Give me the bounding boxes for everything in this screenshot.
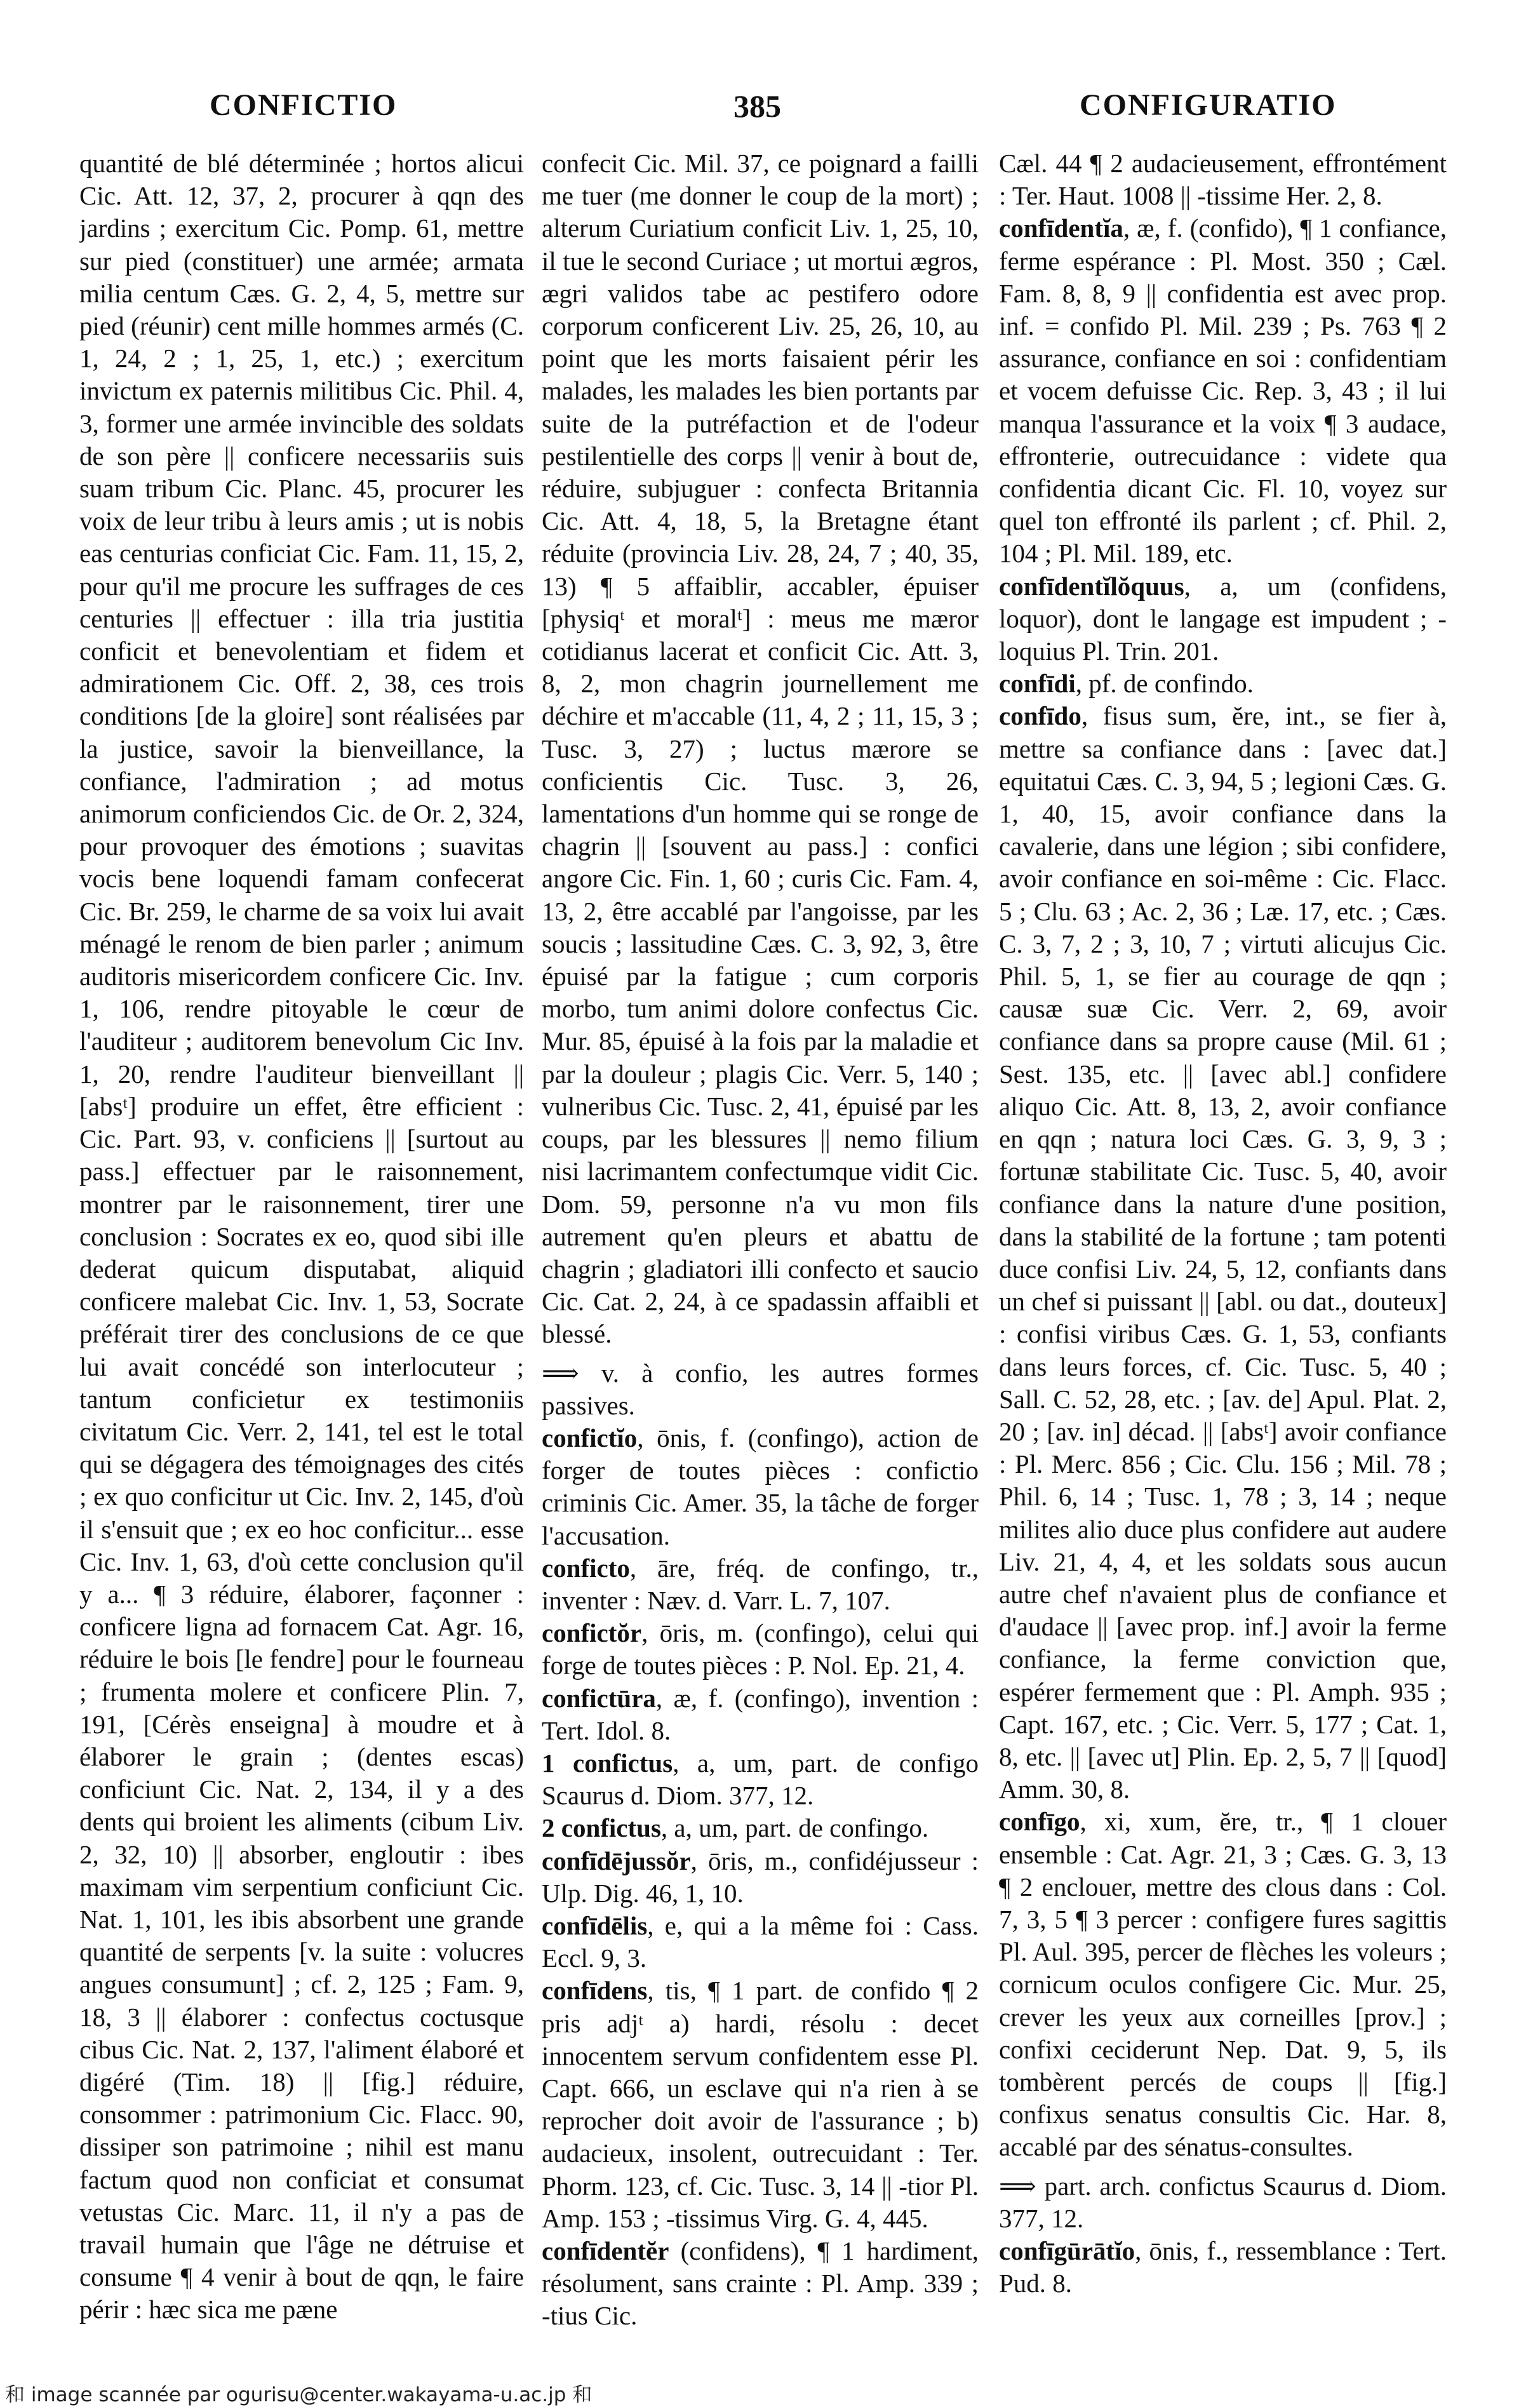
headword: confictŏr [542, 1618, 642, 1648]
entry-text: Cæl. 44 ¶ 2 audacieusement, effrontément : Ter. Haut. 1008 || -tissime Her. 2, 8. [999, 149, 1447, 211]
headword: confictūra [542, 1683, 656, 1713]
dictionary-entry: conficto, āre, fréq. de confingo, tr., inventer : Næv. d. Varr. L. 7, 107. [542, 1553, 979, 1615]
headword: confīdentĭlŏquus [999, 571, 1184, 601]
dictionary-entry: confictŏr, ōris, m. (confingo), celui qui forge de toutes pièces : P. Nol. Ep. 21, 4. [542, 1618, 979, 1680]
scan-credit: 和 image scannée par ogurisu@center.wakayama-u.ac.jp 和 [5, 2384, 593, 2406]
column-1 [79, 147, 524, 2351]
dictionary-entry: confīdi, pf. de confindo. [999, 669, 1254, 699]
column-3 [999, 147, 1447, 2351]
headword: confictĭo [542, 1423, 638, 1452]
headword: confīdo [999, 701, 1081, 731]
column-2 [542, 147, 979, 2351]
page-number: 385 [733, 88, 781, 124]
running-head-left: CONFICTIO [210, 88, 398, 122]
headword: 2 confictus [542, 1813, 661, 1843]
dictionary-entry: 1 confictus, a, um, part. de configo Scaurus d. Diom. 377, 12. [542, 1748, 979, 1811]
dictionary-entry: confīdējussŏr, ōris, m., confidéjusseur : Ulp. Dig. 46, 1, 10. [542, 1846, 979, 1908]
headword: confīdēlis [542, 1910, 648, 1940]
headword: confīdentĭa [999, 213, 1123, 243]
headword: confīdens [542, 1976, 648, 2006]
page-header [0, 75, 1540, 132]
dictionary-entry: confīdēlis, e, qui a la même foi : Cass. Eccl. 9, 3. [542, 1910, 979, 1973]
headword: confīgo [999, 1807, 1080, 1837]
dictionary-entry: 2 confictus, a, um, part. de confingo. [542, 1813, 929, 1843]
headword: confīdējussŏr [542, 1846, 691, 1875]
dictionary-entry: confīdentĭlŏquus, a, um (confidens, loquor), dont le langage est impudent ; -loquius Pl. Trin. 201. [999, 571, 1447, 666]
headword: conficto [542, 1553, 630, 1583]
entry-text: confecit Cic. Mil. 37, ce poignard a failli me tuer (me donner le coup de la mort) ; alterum Curiatium conficit Liv. 1, 25, 10, il tue le second Curiace ; ut mortui ægros, ægri validos tabe ac pestifero odore corporum conficerent Liv. 25, 26, 10, au point que les morts faisaient périr les malades, les malades les bien portants par suite de la putréfaction et de l'odeur pestilentielle des corps || venir à bout de, réduire, subjuguer : confecta Britannia Cic. Att. 4, 18, 5, la Bretagne étant réduite (provincia Liv. 28, 24, 7 ; 40, 35, 13) ¶ 5 affaiblir, accabler, épuiser [physiqᵗ et moralᵗ] : meus me mæror cotidianus lacerat et conficit Cic. Att. 3, 8, 2, mon chagrin journellement me déchire et m'accable (11, 4, 2 ; 11, 15, 3 ; Tusc. 3, 27) ; luctus mærore se conficientis Cic. Tusc. 3, 26, lamentations d'un homme qui se ronge de chagrin || [souvent au pass.] : confici angore Cic. Fin. 1, 60 ; curis Cic. Fam. 4, 13, 2, être accablé par l'angoisse, par les soucis ; lassitudine Cæs. C. 3, 92, 3, être épuisé par la fatigue ; cum corporis morbo, tum animi dolore confectus Cic. Mur. 85, épuisé à la fois par la maladie et par la douleur ; plagis Cic. Verr. 5, 140 ; vulneribus Cic. Tusc. 2, 41, épuisé par les coups, par les blessures || nemo filium nisi lacrimantem confectumque vidit Cic. Dom. 59, personne n'a vu mon fils autrement qu'en pleurs et abattu de chagrin ; gladiatori illi confecto et saucio Cic. Cat. 2, 24, à ce spadassin affaibli et blessé. [542, 149, 979, 1349]
dictionary-entry: confīdentĭa, æ, f. (confido), ¶ 1 confiance, ferme espérance : Pl. Most. 350 ; Cæl. Fam. 8, 8, 9 || confidentia est avec prop. inf. = confido Pl. Mil. 239 ; Ps. 763 ¶ 2 assurance, confiance en soi : confidentiam et vocem defuisse Cic. Rep. 3, 43 ; il lui manqua l'assurance et la voix ¶ 3 audace, effronterie, outrecuidance : videte qua confidentia dicant Cic. Fl. 10, voyez sur quel ton effronté ils parlent ; cf. Phil. 2, 104 ; Pl. Mil. 189, etc. [999, 213, 1447, 568]
running-head-right: CONFIGURATIO [1080, 88, 1337, 122]
headword: confīdi [999, 669, 1076, 699]
dictionary-entry: confīgo, xi, xum, ĕre, tr., ¶ 1 clouer ensemble : Cat. Agr. 21, 3 ; Cæs. G. 3, 13 ¶ 2 enclouer, mettre des clous dans : Col. 7, 3, 5 ¶ 3 percer : configere fures sagittis Pl. Aul. 395, percer de flèches les voleurs ; cornicum oculos configere Cic. Mur. 25, crever les yeux aux corneilles [prov.] ; confixi ceciderunt Nep. Dat. 9, 5, ils tombèrent percés de coups || [fig.] confixus senatus consultis Cic. Har. 8, accablé par des sénatus-consultes. [999, 1807, 1447, 2162]
dictionary-entry: confīdo, fisus sum, ĕre, int., se fier à, mettre sa confiance dans : [avec dat.] equitatui Cæs. C. 3, 94, 5 ; legioni Cæs. G. 1, 40, 15, avoir confiance dans la cavalerie, dans une légion ; sibi confidere, avoir confiance en soi-même : Cic. Flacc. 5 ; Clu. 63 ; Ac. 2, 36 ; Læ. 17, etc. ; Cæs. C. 3, 7, 2 ; 3, 10, 7 ; virtuti alicujus Cic. Phil. 5, 1, se fier au courage de qqn ; causæ suæ Cic. Verr. 2, 69, avoir confiance dans sa propre cause (Mil. 61 ; Sest. 135, etc. || [avec abl.] confidere aliquo Cic. Att. 8, 13, 2, avoir confiance en qqn ; natura loci Cæs. G. 3, 9, 3 ; fortunæ stabilitate Cic. Tusc. 5, 40, avoir confiance dans la nature d'une position, dans la stabilité de la fortune ; tam potenti duce confisi Liv. 24, 5, 12, confiants dans un chef si puissant || [abl. ou dat., douteux] : confisi viribus Cæs. G. 1, 53, confiants dans leurs forces, cf. Cic. Tusc. 5, 40 ; Sall. C. 52, 28, etc. ; [av. de] Apul. Plat. 2, 20 ; [av. in] décad. || [absᵗ] avoir confiance : Pl. Merc. 856 ; Cic. Clu. 156 ; Mil. 78 ; Phil. 6, 14 ; Tusc. 1, 78 ; 3, 14 ; neque milites alio duce plus confidere aut audere Liv. 21, 4, 4, et les soldats sous aucun autre chef n'avaient plus de confiance et d'audace || [avec prop. inf.] avoir la ferme confiance, la ferme conviction que, espérer fermement que : Pl. Amph. 935 ; Capt. 167, etc. ; Cic. Verr. 5, 177 ; Cat. 1, 8, etc. || [avec ut] Plin. Ep. 2, 5, 7 || [quod] Amm. 30, 8. [999, 701, 1447, 1804]
dictionary-entry: confictūra, æ, f. (confingo), invention : Tert. Idol. 8. [542, 1683, 979, 1745]
dictionary-entry: confīgūrātĭo, ōnis, f., ressemblance : Tert. Pud. 8. [999, 2236, 1447, 2298]
dictionary-entry: confīdens, tis, ¶ 1 part. de confido ¶ 2 pris adjᵗ a) hardi, résolu : decet innocentem servum confidentem esse Pl. Capt. 666, un esclave qui n'a rien à se reprocher doit avoir de l'assurance ; b) audacieux, insolent, outrecuidant : Ter. Phorm. 123, cf. Cic. Tusc. 3, 14 || -tior Pl. Amp. 153 ; -tissimus Virg. G. 4, 445. [542, 1976, 979, 2233]
headword: confīdentĕr [542, 2236, 681, 2265]
cross-reference: ⟹ part. arch. confictus Scaurus d. Diom. 377, 12. [999, 2171, 1447, 2233]
cross-reference: ⟹ v. à confio, les autres formes passives. [542, 1358, 979, 1420]
headword: confīgūrātĭo [999, 2236, 1135, 2265]
entry-text: quantité de blé déterminée ; hortos alicui Cic. Att. 12, 37, 2, procurer à qqn des jardins ; exercitum Cic. Pomp. 61, mettre sur pied (constituer) une armée; armata milia centum Cæs. G. 2, 4, 5, mettre sur pied (réunir) cent mille hommes armés (C. 1, 24, 2 ; 1, 25, 1, etc.) ; exercitum invictum ex paternis militibus Cic. Phil. 4, 3, former une armée invincible des soldats de son père || conficere necessariis suis suam tribum Cic. Planc. 45, procurer les voix de leur tribu à leurs amis ; ut is nobis eas centurias conficiat Cic. Fam. 11, 15, 2, pour qu'il me procure les suffrages de ces centuries || effectuer : illa tria justitia conficit et benevolentiam et fidem et admirationem Cic. Off. 2, 38, ces trois conditions [de la gloire] sont réalisées par la justice, savoir la bienveillance, la confiance, l'admiration ; ad motus animorum conficiendos Cic. de Or. 2, 324, pour provoquer des émotions ; suavitas vocis bene loquendi famam confecerat Cic. Br. 259, le charme de sa voix lui avait ménagé le renom de bien parler ; animum auditoris misericordem conficere Cic. Inv. 1, 106, rendre pitoyable le cœur de l'auditeur ; auditorem benevolum Cic Inv. 1, 20, rendre l'auditeur bienveillant || [absᵗ] produire un effet, être efficient : Cic. Part. 93, v. conficiens || [surtout au pass.] effectuer par le raisonnement, montrer par le raisonnement, tirer une conclusion : Socrates ex eo, quod sibi ille dederat quicum disputabat, aliquid conficere malebat Cic. Inv. 1, 53, Socrate préférait tirer des conclusions de ce que lui avait concédé son interlocuteur ; tantum conficietur ex testimoniis civitatum Cic. Verr. 2, 141, tel est le total qui se dégagera des témoignages des cités ; ex quo conficitur ut Cic. Inv. 2, 145, d'où il s'ensuit que ; ex eo hoc conficitur... esse Cic. Inv. 1, 63, d'où cette conclusion qu'il y a... ¶ 3 réduire, élaborer, façonner : conficere ligna ad fornacem Cat. Agr. 16, réduire le bois [le fendre] pour le fourneau ; frumenta molere et conficere Plin. 7, 191, [Cérès enseigna] à moudre et à élaborer le grain ; (dentes escas) conficiunt Cic. Nat. 2, 134, il y a des dents qui broient les aliments (cibum Liv. 2, 32, 10) || absorber, engloutir : ibes maximam vim serpentium conficiunt Cic. Nat. 1, 101, les ibis absorbent une grande quantité de serpents [v. la suite : volucres angues consumunt] ; cf. 2, 125 ; Fam. 9, 18, 3 || élaborer : confectus coctusque cibus Cic. Nat. 2, 137, l'aliment élaboré et digéré (Tim. 18) || [fig.] réduire, consommer : patrimonium Cic. Flacc. 90, dissiper son patrimoine ; nihil est manu factum quod non conficiat et consumat vetustas Cic. Marc. 11, il n'y a pas de travail humain que l'âge ne détruise et consume ¶ 4 venir à bout de qqn, le faire périr : hæc sica me pæne [79, 149, 524, 2324]
headword: 1 confictus [542, 1748, 673, 1778]
dictionary-entry: confīdentĕr (confidens), ¶ 1 hardiment, résolument, sans crainte : Pl. Amp. 339 ; -tius Cic. [542, 2236, 979, 2331]
dictionary-entry: confictĭo, ōnis, f. (confingo), action de forger de toutes pièces : confictio criminis Cic. Amer. 35, la tâche de forger l'accusation. [542, 1423, 979, 1550]
